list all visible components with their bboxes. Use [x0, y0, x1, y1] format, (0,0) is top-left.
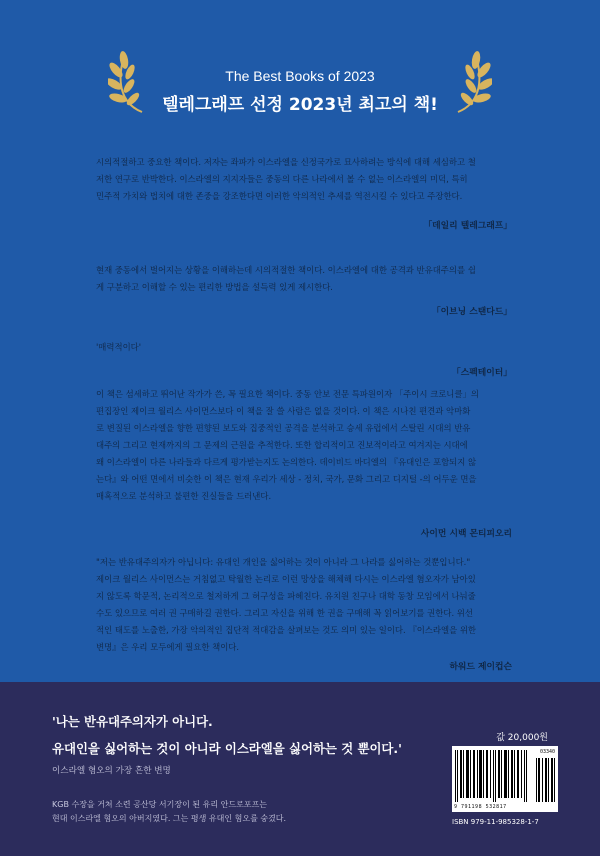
headline-quote-line-1: '나는 반유대주의자가 아니다. — [52, 714, 213, 729]
review-3 — [96, 339, 512, 356]
review-line: 수도 있으므로 여러 권 구매하길 권한다. 그리고 자신을 위해 한 권을 구매해 꼭 읽어보기를 권한다. 위선 — [96, 608, 473, 618]
review-line: 이 책은 섬세하고 뛰어난 작가가 쓴, 꼭 필요한 책이다. 중동 안보 전문 특파원이자 「주이시 크로니클」의 — [96, 389, 479, 399]
review-source-1: 「데일리 텔레그래프」 — [423, 221, 512, 231]
review-line: 게 구분하고 이해할 수 있는 편리한 방법을 설득력 있게 제시한다. — [96, 282, 333, 292]
review-source-2: 「이브닝 스탠다드」 — [431, 307, 512, 317]
author-note-line: 현대 이스라엘 혐오의 아버지였다. 그는 평생 유대인 혐오를 숭겼다. — [52, 814, 287, 823]
review-line: 매혹적으로 분석하고 불편한 진실들을 드러낸다. — [96, 491, 272, 501]
author-note-line: KGB 수장을 거쳐 소련 공산당 서기장이 된 유리 안드로포프는 — [52, 800, 268, 809]
review-2 — [96, 262, 512, 296]
review-line: 로 변질된 이스라엘을 향한 편향된 보도와 집중적인 공격을 분석하고 승세 유럽에서 스탈린 시대의 반유 — [96, 423, 471, 433]
review-source-4: 사이먼 시백 몬티피오리 — [420, 529, 512, 539]
award-subtitle: The Best Books of 2023 — [225, 68, 375, 84]
barcode-addon-digits: 03340 — [540, 749, 556, 755]
review-4 — [96, 386, 512, 505]
review-line: 적인 태도를 노출한, 가장 악의적인 집단적 적대감을 살펴보는 것도 의미 있는 일이다. 『이스라엘을 위한 — [96, 625, 477, 635]
quote-subtitle: 이스라엘 혐오의 가장 흔한 변명 — [52, 766, 171, 776]
review-line: 현재 중동에서 벌어지는 상황을 이해하는데 시의적절한 책이다. 이스라엘에 대한 공격과 반유대주의를 쉽 — [96, 265, 476, 275]
review-line: 민주적 가치와 법치에 대한 존중을 강조한다면 이러한 악의적인 추세를 역전시킬 수 있다고 주장한다. — [96, 191, 463, 201]
review-line: 변명』은 우리 모두에게 필요한 책이다. — [96, 642, 240, 652]
review-line: 왜 이스라엘이 다른 나라들과 다르게 평가받는지도 논의한다. 데이비드 바디엘의 『유대인은 포함되지 않 — [96, 457, 477, 467]
review-source-5: 하워드 제이컵슨 — [449, 662, 512, 672]
review-line: 대주의 그리고 현재까지의 그 문제의 근원을 추적한다. 또한 합리적이고 진보적이라고 여겨지는 시대에 — [96, 440, 468, 450]
review-line: 편집장인 제이크 월리스 사이먼스보다 이 책을 잘 쓸 사람은 없을 것이다. 이 책은 시나친 편견과 악마화 — [96, 406, 471, 416]
review-1 — [96, 154, 512, 205]
review-line: 지 않도록 학문적, 논리적으로 철저하게 그 허구성을 파헤친다. 유치원 친구나 대학 동창 모임에서 나눠줄 — [96, 591, 476, 601]
review-source-3: 「스펙테이터」 — [451, 368, 512, 378]
barcode — [452, 746, 558, 812]
isbn-label: ISBN 979-11-985328-1-7 — [452, 818, 539, 826]
review-line: 저한 연구로 반박한다. 이스라엘의 지지자들은 중동의 다른 나라에서 볼 수 없는 이스라엘의 미덕, 특히 — [96, 174, 468, 184]
review-5 — [96, 554, 512, 656]
review-line: 는다』와 어떤 면에서 비슷한 이 책은 현재 우리가 세상 - 정치, 국가, 문화 그리고 디지털 -의 어두운 면을 — [96, 474, 477, 484]
review-line: 제이크 월리스 사이먼스는 거침없고 탁월한 논리로 이런 망상을 해체해 다시는 이스라엘 혐오자가 남아있 — [96, 574, 476, 584]
review-line: "저는 반유대주의자가 아닙니다: 유대인 개인을 싫어하는 것이 아니라 그 나라를 싫어하는 것뿐입니다." — [96, 557, 471, 567]
author-note — [52, 798, 286, 826]
barcode-digits: 9 791198 532817 — [454, 804, 507, 810]
review-line: '매력적이다' — [96, 342, 142, 352]
barcode-bars — [452, 746, 558, 812]
price-label: 값 20,000원 — [496, 733, 548, 743]
review-line: 시의적절하고 중요한 책이다. 저자는 좌파가 이스라엘을 신정국가로 묘사하려는 방식에 대해 세심하고 철 — [96, 157, 476, 167]
award-title: 텔레그래프 선정 2023년 최고의 책! — [162, 95, 438, 115]
headline-quote-line-2: 유대인을 싫어하는 것이 아니라 이스라엘을 싫어하는 것 뿐이다.' — [52, 741, 402, 756]
